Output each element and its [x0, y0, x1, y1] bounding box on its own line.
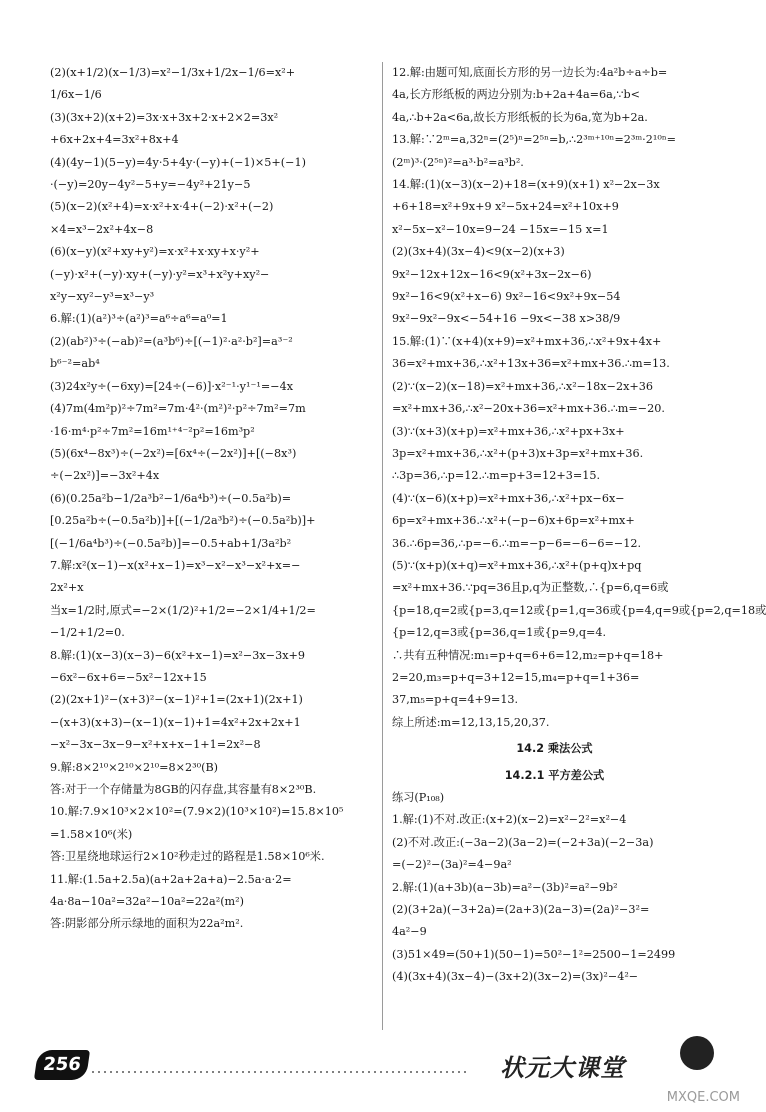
column-divider — [382, 62, 383, 1030]
text-line: (3)51×49=(50+1)(50−1)=50²−1²=2500−1=2499 — [392, 947, 676, 961]
text-line: =1.58×10⁶(米) — [50, 827, 133, 841]
text-line: −1/2+1/2=0. — [50, 626, 125, 640]
text-line: (2)(ab²)³÷(−ab)²=(a³b⁶)÷[(−1)²·a²·b²]=a³⁻² — [50, 334, 293, 348]
text-line: (2ᵐ)³·(2⁵ⁿ)²=a³·b²=a³b². — [392, 155, 524, 169]
text-line: 9x²−16<9(x²+x−6) 9x²−16<9x²+9x−54 — [392, 290, 621, 304]
left-column — [50, 62, 375, 936]
mascot-icon — [680, 1036, 714, 1070]
text-line: −6x²−6x+6=−5x²−12x+15 — [50, 670, 207, 684]
text-line: 7.解:x²(x−1)−x(x²+x−1)=x³−x²−x³−x²+x=− — [50, 558, 301, 572]
watermark: MXQE.COM — [666, 1090, 740, 1105]
brand-logo: 状元大课堂 — [500, 1054, 625, 1082]
text-line: (4)7m(4m²p)²÷7m²=7m·4²·(m²)²·p²÷7m²=7m — [50, 402, 306, 416]
text-line: 综上所述:m=12,13,15,20,37. — [392, 715, 550, 729]
text-line: 练习(P₁₀₈) — [392, 791, 445, 804]
text-line: 6.解:(1)(a²)³÷(a²)³=a⁶÷a⁶=a⁰=1 — [50, 312, 228, 326]
text-line: ÷(−2x²)]=−3x²+4x — [50, 469, 160, 483]
text-line: −x²−3x−3x−9−x²+x+x−1+1=2x²−8 — [50, 738, 261, 752]
text-line: 1.解:(1)不对.改正:(x+2)(x−2)=x²−2²=x²−4 — [392, 813, 627, 827]
text-line: 11.解:(1.5a+2.5a)(a+2a+2a+a)−2.5a·a·2= — [50, 872, 292, 886]
text-line: ∴3p=36,∴p=12.∴m=p+3=12+3=15. — [392, 469, 601, 483]
text-line: (3)∵(x+3)(x+p)=x²+mx+36,∴x²+px+3x+ — [392, 424, 625, 438]
text-line: ∴共有五种情况:m₁=p+q=6+6=12,m₂=p+q=18+ — [392, 648, 664, 662]
text-line: +6+18=x²+9x+9 x²−5x+24=x²+10x+9 — [392, 200, 619, 214]
text-line: +6x+2x+4=3x²+8x+4 — [50, 133, 179, 147]
text-line: 15.解:(1)∵(x+4)(x+9)=x²+mx+36,∴x²+9x+4x+ — [392, 334, 662, 348]
text-line: 2x²+x — [50, 581, 84, 595]
text-line: (2)(2x+1)²−(x+3)²−(x−1)²+1=(2x+1)(2x+1) — [50, 693, 303, 707]
text-line: (4)(3x+4)(3x−4)−(3x+2)(3x−2)=(3x)²−4²− — [392, 970, 639, 984]
text-line: 14.解:(1)(x−3)(x−2)+18=(x+9)(x+1) x²−2x−3x — [392, 178, 660, 192]
text-line: {p=18,q=2或{p=3,q=12或{p=1,q=36或{p=4,q=9或{p=2,q=18或 — [392, 603, 766, 617]
text-line: (6)(0.25a²b−1/2a³b²−1/6a⁴b³)÷(−0.5a²b)= — [50, 491, 292, 505]
text-line: (6)(x−y)(x²+xy+y²)=x·x²+x·xy+x·y²+ — [50, 245, 260, 259]
text-line: 9x²−9x²−9x<−54+16 −9x<−38 x>38/9 — [392, 312, 621, 326]
text-line: 36.∴6p=36,∴p=−6.∴m=−p−6=−6−6=−12. — [392, 536, 642, 550]
text-line: 4a,长方形纸板的两边分别为:b+2a+4a=6a,∵b< — [392, 88, 641, 102]
text-line: ·(−y)=20y−4y²−5+y=−4y²+21y−5 — [50, 178, 251, 192]
text-line: (4)∵(x−6)(x+p)=x²+mx+36,∴x²+px−6x− — [392, 491, 625, 505]
text-line: (−y)·x²+(−y)·xy+(−y)·y²=x³+x²y+xy²− — [50, 267, 270, 281]
text-line: [0.25a²b÷(−0.5a²b)]+[(−1/2a³b²)÷(−0.5a²b)]+ — [50, 514, 316, 528]
text-line: 12.解:由题可知,底面长方形的另一边长为:4a²b÷a÷b= — [392, 66, 668, 79]
text-line: 4a·8a−10a²=32a²−10a²=22a²(m²) — [50, 895, 245, 909]
text-line: =(−2)²−(3a)²=4−9a² — [392, 858, 512, 872]
text-line: 8.解:(1)(x−3)(x−3)−6(x²+x−1)=x²−3x−3x+9 — [50, 648, 305, 662]
text-line: x²y−xy²−y³=x³−y³ — [50, 290, 155, 304]
text-line: (2)(3+2a)(−3+2a)=(2a+3)(2a−3)=(2a)²−3²= — [392, 903, 650, 917]
text-line: =x²+mx+36,∴x²−20x+36=x²+mx+36.∴m=−20. — [392, 402, 665, 416]
text-line: ×4=x³−2x²+4x−8 — [50, 222, 154, 236]
text-line: (5)(6x⁴−8x³)÷(−2x²)=[6x⁴÷(−2x²)]+[(−8x³) — [50, 446, 297, 460]
text-line: 2=20,m₃=p+q=3+12=15,m₄=p+q=1+36= — [392, 670, 640, 684]
text-line: =x²+mx+36.∵pq=36且p,q为正整数,∴{p=6,q=6或 — [392, 581, 669, 595]
text-line: 9x²−12x+12x−16<9(x²+3x−2x−6) — [392, 267, 592, 281]
text-line: 1/6x−1/6 — [50, 88, 102, 102]
right-column — [392, 62, 766, 989]
text-line: b⁶⁻²=ab⁴ — [50, 357, 100, 371]
text-line: 9.解:8×2¹⁰×2¹⁰×2¹⁰=8×2³⁰(B) — [50, 760, 219, 774]
text-line: (2)∵(x−2)(x−18)=x²+mx+36,∴x²−18x−2x+36 — [392, 379, 654, 393]
text-line: 6p=x²+mx+36.∴x²+(−p−6)x+6p=x²+mx+ — [392, 514, 635, 528]
text-line: 答:对于一个存储量为8GB的闪存盘,其容量有8×2³⁰B. — [50, 783, 317, 796]
dotted-rule — [90, 1070, 470, 1074]
text-line: x²−5x−x²−10x=9−24 −15x=−15 x=1 — [392, 222, 609, 236]
text-line: (5)∵(x+p)(x+q)=x²+mx+36,∴x²+(p+q)x+pq — [392, 558, 642, 572]
subsection-title: 14.2.1 平方差公式 — [504, 768, 605, 782]
text-line: (3)24x²y÷(−6xy)=[24÷(−6)]·x²⁻¹·y¹⁻¹=−4x — [50, 379, 294, 393]
text-line: [(−1/6a⁴b³)÷(−0.5a²b)]=−0.5+ab+1/3a²b² — [50, 536, 292, 550]
page-number: 256 — [34, 1050, 90, 1080]
text-line: 答:卫星绕地球运行2×10²秒走过的路程是1.58×10⁶米. — [50, 850, 325, 864]
text-line: (2)(3x+4)(3x−4)<9(x−2)(x+3) — [392, 245, 565, 259]
text-line: 37,m₅=p+q=4+9=13. — [392, 693, 519, 707]
text-line: ·16·m⁴·p²÷7m²=16m¹⁺⁴⁻²p²=16m³p² — [50, 424, 255, 438]
text-line: {p=12,q=3或{p=36,q=1或{p=9,q=4. — [392, 626, 607, 640]
text-line: 4a,∴b+2a<6a,故长方形纸板的长为6a,宽为b+2a. — [392, 110, 648, 124]
text-line: (4)(4y−1)(5−y)=4y·5+4y·(−y)+(−1)×5+(−1) — [50, 155, 307, 169]
text-line: 3p=x²+mx+36,∴x²+(p+3)x+3p=x²+mx+36. — [392, 446, 644, 460]
text-line: 13.解:∵2ᵐ=a,32ⁿ=(2⁵)ⁿ=2⁵ⁿ=b,∴2³ᵐ⁺¹⁰ⁿ=2³ᵐ·2¹⁰ⁿ= — [392, 133, 677, 147]
text-line: (3)(3x+2)(x+2)=3x·x+3x+2·x+2×2=3x² — [50, 110, 279, 124]
text-line: 4a²−9 — [392, 925, 427, 939]
text-line: −(x+3)(x+3)−(x−1)(x−1)+1=4x²+2x+2x+1 — [50, 715, 301, 729]
section-title: 14.2 乘法公式 — [516, 742, 593, 756]
text-line: 答:阴影部分所示绿地的面积为22a²m². — [50, 917, 244, 931]
text-line: (2)(x+1/2)(x−1/3)=x²−1/3x+1/2x−1/6=x²+ — [50, 66, 296, 79]
text-line: 2.解:(1)(a+3b)(a−3b)=a²−(3b)²=a²−9b² — [392, 880, 618, 894]
text-line: (5)(x−2)(x²+4)=x·x²+x·4+(−2)·x²+(−2) — [50, 200, 274, 214]
text-line: 36=x²+mx+36,∴x²+13x+36=x²+mx+36.∴m=13. — [392, 357, 670, 371]
text-line: (2)不对.改正:(−3a−2)(3a−2)=(−2+3a)(−2−3a) — [392, 835, 654, 849]
page-footer — [0, 1044, 750, 1112]
text-line: 当x=1/2时,原式=−2×(1/2)²+1/2=−2×1/4+1/2= — [50, 603, 316, 617]
text-line: 10.解:7.9×10³×2×10²=(7.9×2)(10³×10²)=15.8×10⁵ — [50, 805, 344, 819]
